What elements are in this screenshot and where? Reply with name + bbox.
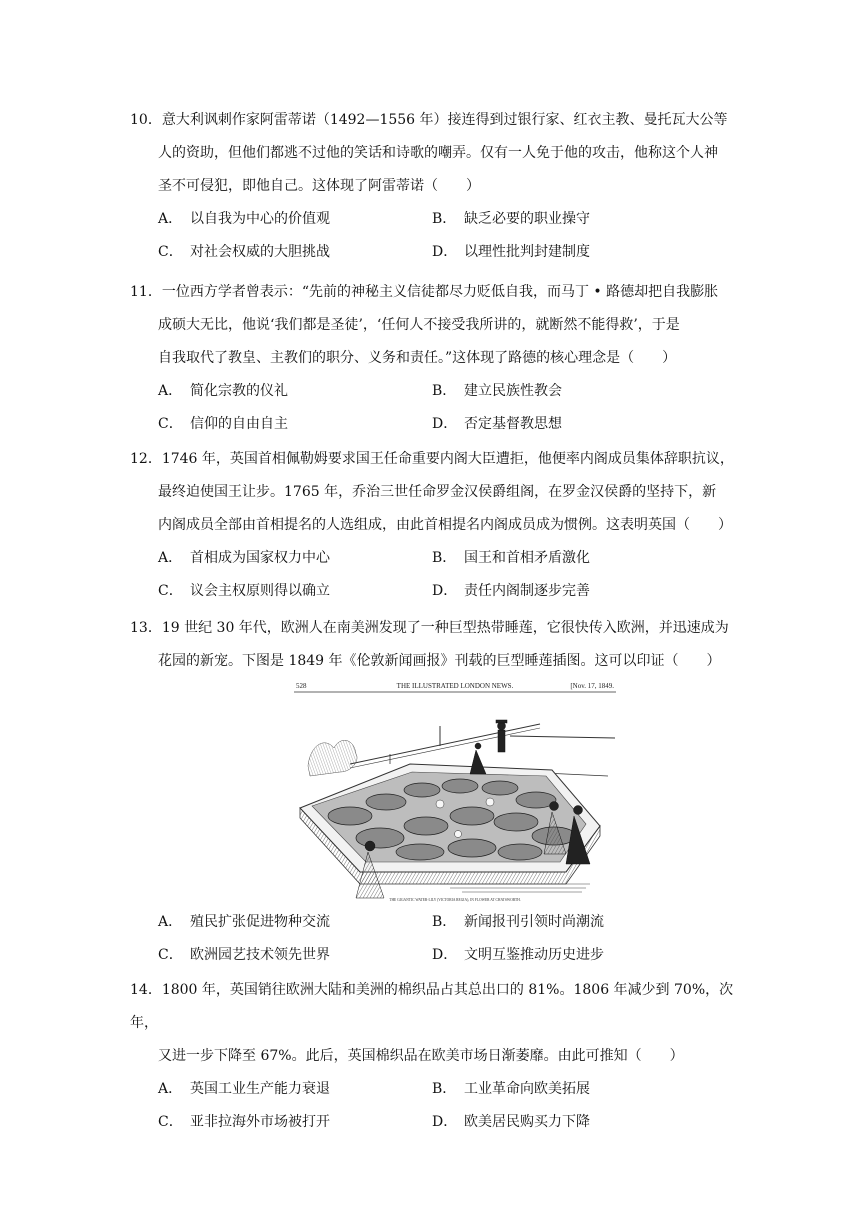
question-13 (130, 612, 750, 678)
option-text: 英国工业生产能力衰退 (190, 1081, 330, 1097)
options-row (130, 575, 750, 608)
option-letter: A． (158, 1081, 183, 1097)
option-letter: D． (432, 244, 458, 260)
options-row (130, 408, 750, 441)
option-letter: B． (432, 383, 457, 399)
stem-line: 成硕大无比，他说‘我们都是圣徒’，‘任何人不接受我所讲的，就断然不能得救’，于是 (158, 317, 680, 333)
option-b[interactable] (432, 906, 604, 939)
options-row (130, 906, 750, 939)
option-c[interactable] (158, 408, 288, 441)
option-b[interactable] (432, 1073, 590, 1106)
option-letter: C． (158, 244, 183, 260)
question-number: 13． (130, 620, 162, 636)
option-letter: D． (432, 416, 458, 432)
options-row (130, 1073, 750, 1106)
option-text: 简化宗教的仪礼 (190, 383, 288, 399)
option-text: 首相成为国家权力中心 (190, 550, 330, 566)
option-letter: B． (432, 550, 457, 566)
option-d[interactable] (432, 1106, 590, 1139)
stem-line: 19 世纪 30 年代，欧洲人在南美洲发现了一种巨型热带睡莲，它很快传入欧洲，并迅速成为 (161, 620, 729, 636)
option-letter: A． (158, 211, 183, 227)
stem-line: 内阁成员全部由首相提名的人选组成，由此首相提名内阁成员成为惯例。这表明英国（ ） (158, 517, 732, 533)
stem-line: 意大利讽刺作家阿雷蒂诺（1492—1556 年）接连得到过银行家、红衣主教、曼托瓦大公等 (161, 112, 728, 128)
option-text: 以自我为中心的价值观 (190, 211, 330, 227)
question-stem (130, 974, 750, 1073)
option-letter: C． (158, 947, 183, 963)
option-letter: B． (432, 1081, 457, 1097)
option-d[interactable] (432, 236, 590, 269)
option-a[interactable] (158, 375, 288, 408)
water-lily-illustration (290, 676, 620, 904)
stem-line: 花园的新宠。下图是 1849 年《伦敦新闻画报》刊载的巨型睡莲插图。这可以印证（ ） (158, 653, 721, 669)
question-stem (130, 443, 750, 542)
question-10 (130, 104, 750, 269)
stem-line: 最终迫使国王让步。1765 年，乔治三世任命罗金汉侯爵组阁，在罗金汉侯爵的坚持下，新 (158, 484, 717, 500)
option-letter: D． (432, 947, 458, 963)
figure-caption: THE GIGANTIC WATER-LILY (VICTORIA REGIA), IN FLOWER AT CHATSWORTH. (389, 898, 521, 902)
option-d[interactable] (432, 939, 604, 972)
option-text: 建立民族性教会 (464, 383, 562, 399)
option-a[interactable] (158, 203, 330, 236)
options-row (130, 1106, 750, 1139)
option-text: 缺乏必要的职业操守 (464, 211, 590, 227)
option-d[interactable] (432, 408, 562, 441)
stem-line: 1746 年，英国首相佩勒姆要求国王任命重要内阁大臣遭拒，他便率内阁成员集体辞职抗议， (161, 451, 734, 467)
option-b[interactable] (432, 375, 562, 408)
option-letter: B． (432, 211, 457, 227)
option-b[interactable] (432, 542, 590, 575)
stem-line: 人的资助，但他们都逃不过他的笑话和诗歌的嘲弄。仅有一人免于他的攻击，他称这个人神 (158, 145, 718, 161)
question-14 (130, 974, 750, 1139)
option-text: 欧美居民购买力下降 (464, 1114, 590, 1130)
option-letter: B． (432, 914, 457, 930)
option-c[interactable] (158, 1106, 330, 1139)
option-text: 工业革命向欧美拓展 (464, 1081, 590, 1097)
options-row (130, 203, 750, 236)
options-row (130, 375, 750, 408)
option-a[interactable] (158, 906, 330, 939)
question-stem (130, 276, 750, 375)
options-row (130, 939, 750, 972)
option-d[interactable] (432, 575, 590, 608)
stem-line: 圣不可侵犯，即他自己。这体现了阿雷蒂诺（ ） (158, 178, 480, 194)
option-text: 责任内阁制逐步完善 (464, 583, 590, 599)
option-text: 新闻报刊引领时尚潮流 (464, 914, 604, 930)
figure-header-date: [Nov. 17, 1849. (570, 682, 614, 690)
option-c[interactable] (158, 575, 330, 608)
option-letter: A． (158, 914, 183, 930)
options-row (130, 542, 750, 575)
stem-line: 自我取代了教皇、主教们的职分、义务和责任。”这体现了路德的核心理念是（ ） (158, 350, 677, 366)
question-11 (130, 276, 750, 441)
option-text: 对社会权威的大胆挑战 (190, 244, 330, 260)
question-number: 10． (130, 112, 162, 128)
option-text: 文明互鉴推动历史进步 (464, 947, 604, 963)
question-number: 11． (130, 284, 162, 300)
option-text: 否定基督教思想 (464, 416, 562, 432)
question-13-options (130, 906, 750, 972)
option-text: 亚非拉海外市场被打开 (190, 1114, 330, 1130)
question-number: 12． (130, 451, 162, 467)
option-letter: D． (432, 1114, 458, 1130)
option-c[interactable] (158, 236, 330, 269)
option-letter: A． (158, 383, 183, 399)
option-text: 以理性批判封建制度 (464, 244, 590, 260)
question-12 (130, 443, 750, 608)
option-text: 欧洲园艺技术领先世界 (190, 947, 330, 963)
option-a[interactable] (158, 542, 330, 575)
options-row (130, 236, 750, 269)
question-stem (130, 612, 750, 678)
stem-line: 1800 年，英国销往欧洲大陆和美洲的棉织品占其总出口的 81%。1806 年减少到 70%，次年， (130, 982, 734, 1031)
option-letter: C． (158, 416, 183, 432)
option-text: 殖民扩张促进物种交流 (190, 914, 330, 930)
stem-line: 一位西方学者曾表示：“先前的神秘主义信徒都尽力贬低自我，而马丁 • 路德却把自我膨胀 (161, 284, 719, 300)
option-letter: C． (158, 583, 183, 599)
option-b[interactable] (432, 203, 590, 236)
option-letter: A． (158, 550, 183, 566)
option-text: 国王和首相矛盾激化 (464, 550, 590, 566)
question-number: 14． (130, 982, 162, 998)
option-text: 议会主权原则得以确立 (190, 583, 330, 599)
option-letter: C． (158, 1114, 183, 1130)
option-a[interactable] (158, 1073, 330, 1106)
figure-header-title: THE ILLUSTRATED LONDON NEWS. (396, 682, 514, 690)
option-text: 信仰的自由自主 (190, 416, 288, 432)
option-letter: D． (432, 583, 458, 599)
stem-line: 又进一步下降至 67%。此后，英国棉织品在欧美市场日渐萎靡。由此可推知（ ） (158, 1048, 684, 1064)
option-c[interactable] (158, 939, 330, 972)
figure-header-page: 528 (296, 682, 307, 690)
question-stem (130, 104, 750, 203)
